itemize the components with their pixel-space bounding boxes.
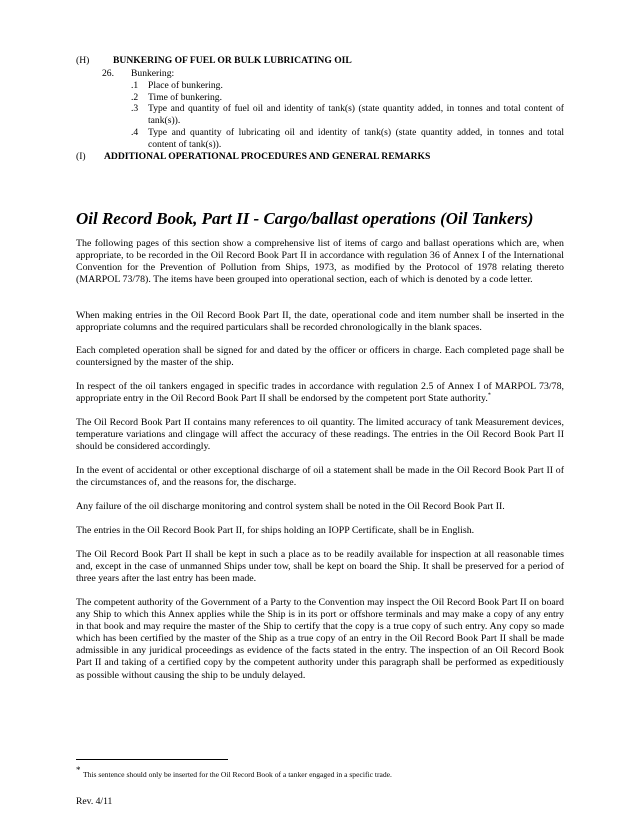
footnote-reference: * (487, 392, 491, 399)
item-26-label: Bunkering: (131, 68, 175, 79)
subitem-3-continuation: tank(s)). (148, 115, 181, 126)
paragraph-accidental-discharge: In the event of accidental or other exceptional discharge of oil a statement shall be made in the Oil Record Book Part II of the circumstances of, and the reasons for, the discharge. (76, 465, 564, 489)
section-i-letter: (I) (76, 151, 86, 162)
subitem-4-continuation: content of tank(s)). (148, 139, 222, 150)
subitem-2-number: .2 (131, 92, 139, 103)
paragraph-intro: The following pages of this section show a comprehensive list of items of cargo and ballast operations which are, when appropriate, to be recorded in the Oil Record Book Part II in accordance with regulation 36 of Annex I of the International Convention for the Prevention of Pollution from Ships, 1973, as modified by the Protocol of 1978 relating thereto (MARPOL 73/78). The items have been grouped into operational section, each of which is denoted by a code letter. (76, 238, 564, 286)
page-title: Oil Record Book, Part II - Cargo/ballast operations (Oil Tankers) (76, 209, 534, 228)
paragraph-retention: The Oil Record Book Part II shall be kept in such a place as to be readily available for inspection at all reasonable times and, except in the case of unmanned Ships under tow, shall be kept on board the Ship. It shall be preserved for a period of three years after the last entry has been made. (76, 549, 564, 585)
footnote-marker: * (76, 765, 81, 775)
footnote-divider (76, 759, 228, 760)
revision-label: Rev. 4/11 (76, 796, 113, 807)
paragraph-entries: When making entries in the Oil Record Book Part II, the date, operational code and item number shall be inserted in the appropriate columns and the required particulars shall be recorded chronologically in the blank spaces. (76, 310, 564, 334)
footnote-text: This sentence should only be inserted for the Oil Record Book of a tanker engaged in a specific trade. (83, 770, 392, 779)
paragraph-inspection: The competent authority of the Government of a Party to the Convention may inspect the Oil Record Book Part II on board any Ship to which this Annex applies while the Ship is in its port or offshore terminals and may make a copy of any entry in that book and may require the master of the Ship to certify that the copy is a true copy of such entry. Any copy so made which has been certified by the master of the Ship as a true copy of an entry in the Oil Record Book Part II shall be made admissible in any juridical proceedings as evidence of the facts stated in the entry. The inspection of an Oil Record Book Part II and taking of a certified copy by the competent authority under this paragraph shall be performed as expeditiously as possible without causing the ship to be unduly delayed. (76, 597, 564, 681)
section-h-letter: (H) (76, 55, 90, 66)
subitem-1-text: Place of bunkering. (148, 80, 223, 91)
subitem-1-number: .1 (131, 80, 139, 91)
paragraph-oil-quantity: The Oil Record Book Part II contains many references to oil quantity. The limited accuracy of tank Measurement devices, temperature variations and clingage will affect the accuracy of these readings. The entries in the Oil Record Book Part II should be considered accordingly. (76, 417, 564, 453)
subitem-3-number: .3 (131, 103, 139, 114)
paragraph-specific-trades: In respect of the oil tankers engaged in specific trades in accordance with regulation 2.5 of Annex I of MARPOL 73/78, appropriate entry in the Oil Record Book Part II shall be endorsed by the competent port State authority.* (76, 381, 564, 405)
subitem-2-text: Time of bunkering. (148, 92, 222, 103)
paragraph-signing: Each completed operation shall be signed for and dated by the officer or officers in charge. Each completed page shall be countersigned by the master of the ship. (76, 345, 564, 369)
item-26-number: 26. (102, 68, 114, 79)
subitem-4-number: .4 (131, 127, 139, 138)
paragraph-language: The entries in the Oil Record Book Part II, for ships holding an IOPP Certificate, shall be in English. (76, 525, 475, 536)
section-i-title: ADDITIONAL OPERATIONAL PROCEDURES AND GENERAL REMARKS (104, 151, 431, 162)
subitem-4-text: Type and quantity of lubricating oil and identity of tank(s) (state quantity added, in tonnes and total (148, 127, 564, 138)
section-h-title: BUNKERING OF FUEL OR BULK LUBRICATING OIL (113, 55, 352, 66)
paragraph-monitoring-failure: Any failure of the oil discharge monitoring and control system shall be noted in the Oil Record Book Part II. (76, 501, 505, 512)
subitem-3-text: Type and quantity of fuel oil and identity of tank(s) (state quantity added, in tonnes and total content of (148, 103, 564, 114)
